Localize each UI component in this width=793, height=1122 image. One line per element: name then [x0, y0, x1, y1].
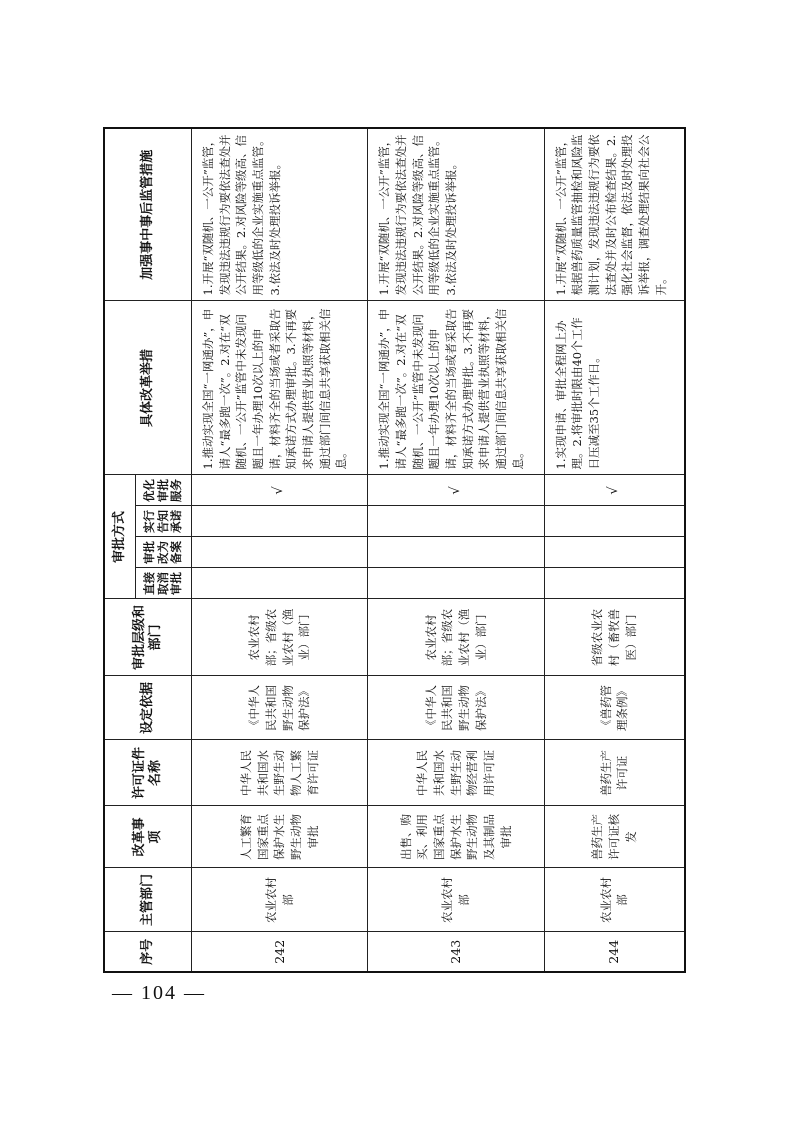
cell-supervision: 1.开展“双随机、一公开”监管，根据兽药质量监管抽检和风险监测计划，发现违法违规行为要依法查处并及时公布检查结果。2.强化社会监督，依法及时处理投诉举报，调查处理结果向社会公开。	[544, 128, 685, 301]
cell-method-optimize: √	[192, 475, 368, 506]
cell-supervision: 1.开展“双随机、一公开”监管，发现违法违规行为要依法查处并公开结果。2.对风险等级高、信用等级低的企业实施重点监管。3.依法及时处理投诉举报。	[192, 128, 368, 301]
cell-method-record	[544, 537, 685, 568]
cell-license: 兽药生产许可证	[544, 740, 685, 806]
cell-seq: 243	[368, 932, 544, 972]
cell-basis: 《中华人民共和国野生动物保护法》	[368, 676, 544, 740]
cell-dept: 农业农村部	[192, 868, 368, 932]
header-method-record: 审批改为备案	[136, 537, 192, 568]
cell-seq: 242	[192, 932, 368, 972]
header-seq: 序号	[104, 932, 192, 972]
page-number: — 104 —	[112, 982, 206, 1004]
cell-method-cancel	[368, 568, 544, 599]
cell-method-promise	[368, 506, 544, 537]
cell-method-optimize: √	[368, 475, 544, 506]
cell-method-record	[368, 537, 544, 568]
header-measures: 具体改革举措	[104, 301, 192, 475]
cell-dept: 农业农村部	[544, 868, 685, 932]
cell-method-cancel	[192, 568, 368, 599]
cell-level: 省级农业农村（畜牧兽医）部门	[544, 599, 685, 676]
header-row-1	[104, 128, 136, 972]
table-row	[192, 128, 368, 972]
cell-measures: 1.推动实现全国“一网通办”，申请人“最多跑一次”。2.对在“双随机、一公开”监管中未发现问题且一年办理10次以上的申请，材料齐全的当场或者采取告知承诺方式办理审批。3.不再要求申请人提供营业执照等材料，通过部门间信息共享获取相关信息。	[192, 301, 368, 475]
cell-dept: 农业农村部	[368, 868, 544, 932]
cell-item: 出售、购买、利用国家重点保护水生野生动物及其制品审批	[368, 806, 544, 868]
table-row	[544, 128, 685, 972]
cell-item: 兽药生产许可证核发	[544, 806, 685, 868]
reform-table-container	[103, 129, 686, 973]
table-row	[368, 128, 544, 972]
header-level: 审批层级和部门	[104, 599, 192, 676]
cell-method-promise	[192, 506, 368, 537]
cell-supervision: 1.开展“双随机、一公开”监管，发现违法违规行为要依法查处并公开结果。2.对风险等级高、信用等级低的企业实施重点监管。3.依法及时处理投诉举报。	[368, 128, 544, 301]
header-method-optimize: 优化审批服务	[136, 475, 192, 506]
header-dept: 主管部门	[104, 868, 192, 932]
header-supervision: 加强事中事后监管措施	[104, 128, 192, 301]
cell-method-optimize: √	[544, 475, 685, 506]
cell-level: 农业农村部；省级农业农村（渔业）部门	[368, 599, 544, 676]
cell-method-record	[192, 537, 368, 568]
header-method-promise: 实行告知承诺	[136, 506, 192, 537]
reform-table	[103, 127, 686, 973]
cell-basis: 《兽药管理条例》	[544, 676, 685, 740]
header-item: 改革事项	[104, 806, 192, 868]
cell-method-promise	[544, 506, 685, 537]
cell-level: 农业农村部；省级农业农村（渔业）部门	[192, 599, 368, 676]
cell-method-cancel	[544, 568, 685, 599]
cell-measures: 1.实现申请、审批全程网上办理。2.将审批时限由40个工作日压减至35个工作日。	[544, 301, 685, 475]
cell-license: 中华人民共和国水生野生动物人工繁育许可证	[192, 740, 368, 806]
cell-seq: 244	[544, 932, 685, 972]
cell-license: 中华人民共和国水生野生动物经营利用许可证	[368, 740, 544, 806]
header-license: 许可证件名称	[104, 740, 192, 806]
cell-item: 人工繁育国家重点保护水生野生动物审批	[192, 806, 368, 868]
header-method-group: 审批方式	[104, 475, 136, 599]
header-method-cancel: 直接取消审批	[136, 568, 192, 599]
header-basis: 设定依据	[104, 676, 192, 740]
cell-measures: 1.推动实现全国“一网通办”，申请人“最多跑一次”。2.对在“双随机、一公开”监管中未发现问题且一年办理10次以上的申请，材料齐全的当场或者采取告知承诺方式办理审批。3.不再要求申请人提供营业执照等材料，通过部门间信息共享获取相关信息。	[368, 301, 544, 475]
cell-basis: 《中华人民共和国野生动物保护法》	[192, 676, 368, 740]
